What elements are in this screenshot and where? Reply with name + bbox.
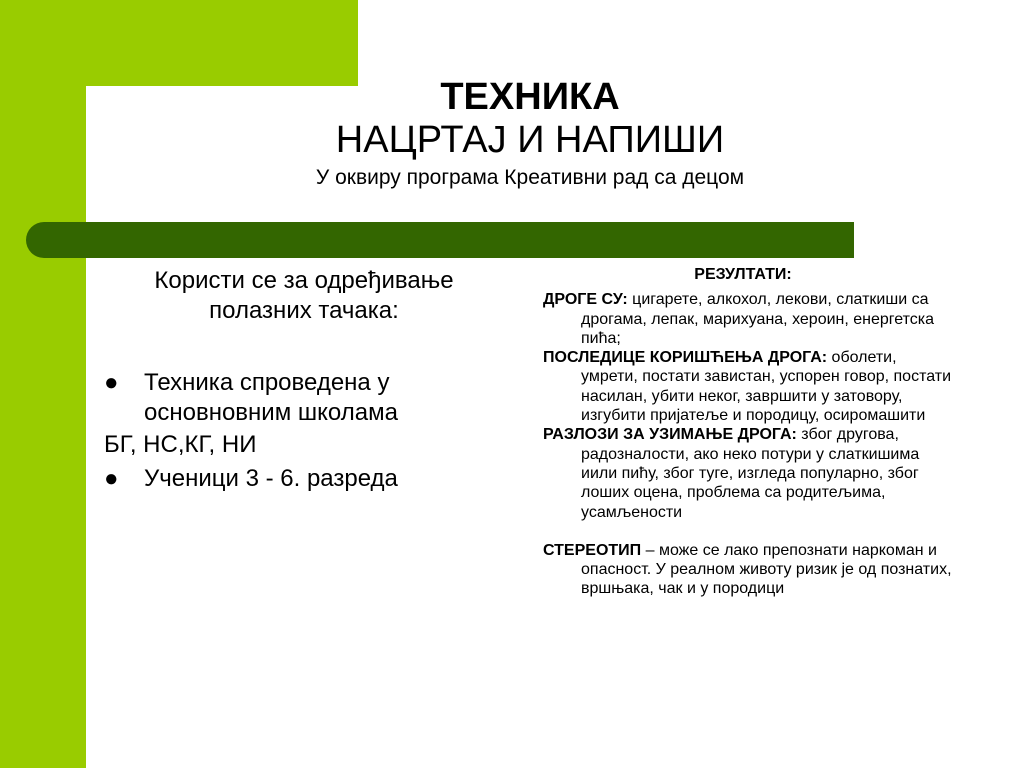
reasons-text: због другова, радозналости, ако неко потури у слаткишима иили пићу, због туге, изгледа популарно, због лоших оцена, проблема са родитељима, усамљености	[581, 426, 920, 521]
bullet-icon: ●	[104, 369, 119, 396]
slide-subtitle: НАЦРТАЈ И НАПИШИ	[335, 119, 725, 161]
list-item	[104, 464, 504, 494]
left-list	[104, 368, 504, 494]
slide-caption: У оквиру програма Креативни рад са децом	[315, 166, 745, 189]
stereotype-paragraph	[543, 541, 953, 599]
consequences-text: оболети, умрети, постати завистан, успорен говор, постати насилан, убити неког, завршити у затовору, изгубити пријатеље и породицу, осиромашити	[581, 349, 952, 425]
list-item-text: Техника спроведена у основновним школама	[144, 369, 398, 426]
title-block	[200, 76, 860, 192]
stereotype-label: СТЕРЕОТИП	[543, 541, 642, 559]
list-item	[104, 368, 504, 428]
divider-bar	[26, 222, 854, 258]
stereotype-text: – може се лако препознати наркоман и опасност. У реалном животу ризик је од познатих, вршњака, чак и у породици	[581, 541, 952, 598]
results-heading: РЕЗУЛТАТИ:	[694, 266, 792, 283]
cities-line: БГ, НС,КГ, НИ	[104, 431, 257, 458]
list-item-text: Ученици 3 - 6. разреда	[144, 465, 398, 492]
bullet-icon: ●	[104, 465, 119, 492]
left-column	[104, 266, 504, 494]
drugs-paragraph	[543, 290, 953, 348]
green-top-band	[0, 0, 358, 86]
drugs-text: цигарете, алкохол, лекови, слаткиши са дрогама, лепак, марихуана, хероин, енергетска пића;	[581, 291, 935, 347]
reasons-label: РАЗЛОЗИ ЗА УЗИМАЊЕ ДРОГА:	[543, 426, 797, 444]
left-intro-text: Користи се за одређивање полазних тачака:	[154, 267, 454, 324]
consequences-label: ПОСЛЕДИЦЕ КОРИШЋЕЊА ДРОГА:	[543, 349, 828, 367]
reasons-paragraph	[543, 425, 953, 521]
consequences-paragraph	[543, 348, 953, 425]
green-left-band	[0, 0, 86, 768]
slide-title: ТЕХНИКА	[440, 76, 620, 118]
drugs-label: ДРОГЕ СУ:	[543, 291, 628, 309]
right-column	[543, 265, 953, 599]
